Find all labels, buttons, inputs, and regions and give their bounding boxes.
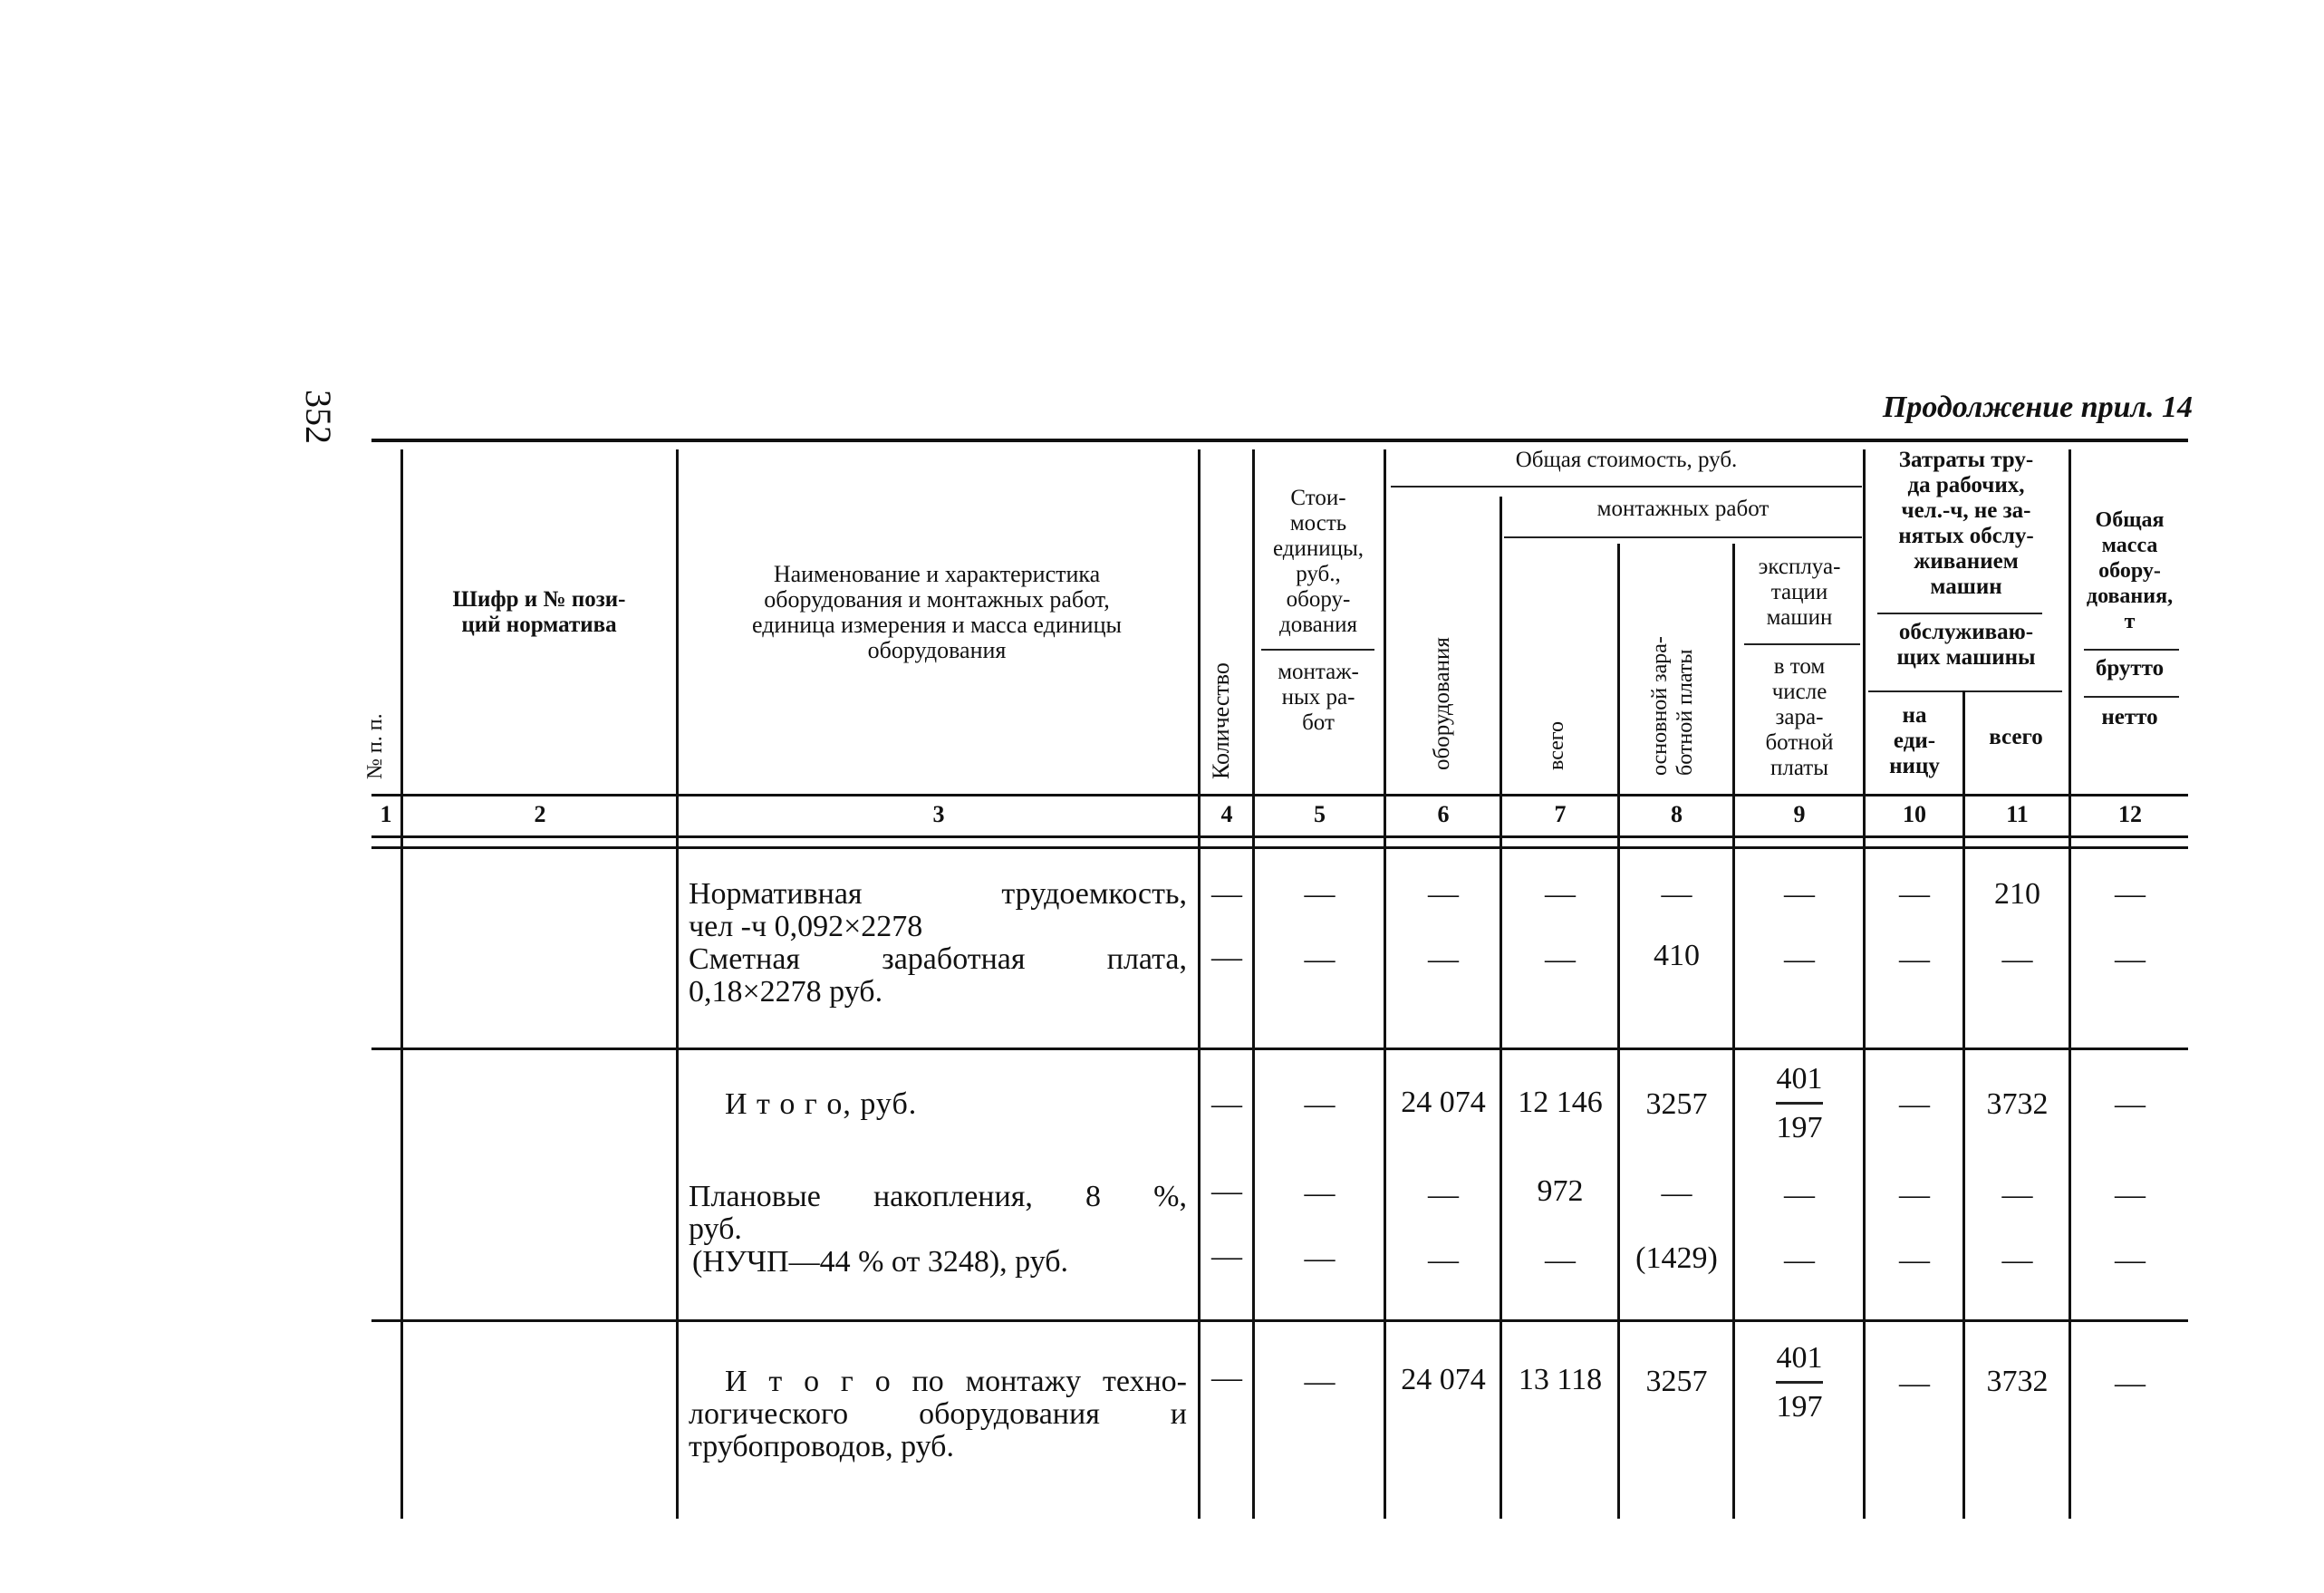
r6-c8: 3257 [1645,1365,1708,1398]
col11-header: всего [1989,725,2043,749]
row3-name: И т о г о, руб. [725,1087,918,1121]
install-works-header: монтажных работ [1596,497,1770,521]
col5-divider [1261,649,1374,651]
row5-name: (НУЧП—44 % от 3248), руб. [692,1245,1069,1279]
r2-c9: — [1784,942,1815,976]
r2-c7: — [1545,942,1576,976]
r3-c11: 3732 [1986,1087,2049,1121]
vrule-5 [1384,449,1386,1519]
r4-c8: — [1661,1176,1692,1210]
col-number: 7 [1554,801,1567,827]
col7-header: всего [1545,720,1568,770]
col2-header: Шифр и № пози- ций норматива [452,587,626,637]
table-top-rule [371,439,2188,442]
row2-name-cont: 0,18×2278 руб. [689,975,883,1009]
col-number: 10 [1903,801,1926,827]
col-number: 12 [2118,801,2142,827]
r6-c7: 13 118 [1518,1363,1603,1396]
r4-c10: — [1899,1178,1930,1212]
r6-c9-top: 401 [1776,1341,1823,1375]
row4-name-cont: руб. [689,1212,742,1246]
vrule-8 [1732,544,1735,1519]
r4-c6: — [1428,1178,1459,1212]
r3-c4: — [1211,1087,1242,1121]
col9-divider [1744,643,1860,645]
col1-header: № п. п. [363,713,387,779]
r4-c7: 972 [1537,1174,1584,1208]
col4-header: Количество [1208,662,1234,779]
section-rule-2 [371,1319,2188,1322]
row2-name: Сметная заработная плата, [689,942,1187,976]
row6-name: И т о г о по монтажу техно- [725,1365,1187,1398]
vrule-10 [1962,690,1965,1519]
r5-c7: — [1545,1243,1576,1277]
r4-c4: — [1211,1174,1242,1208]
labor-sub-divider [1868,690,2062,692]
header-bottom-rule [371,794,2188,796]
col12-divider-1 [2084,649,2179,651]
col5-header-top: Стои- мость единицы, руб., обору- дования [1272,486,1365,637]
r6-c4: — [1211,1361,1242,1395]
vrule-4 [1252,449,1255,1519]
vrule-7 [1617,544,1620,1519]
r1-c5: — [1304,877,1336,911]
col-number: 2 [534,801,546,827]
total-cost-header: Общая стоимость, руб. [1515,448,1738,472]
r3-c8: 3257 [1645,1087,1708,1121]
r1-c11: 210 [1994,877,2040,911]
r6-c6: 24 074 [1401,1363,1486,1396]
r3-c9-top: 401 [1776,1062,1823,1096]
col-number: 5 [1314,801,1326,827]
r5-c10: — [1899,1243,1930,1277]
vrule-6 [1500,497,1502,1519]
r3-c12: — [2115,1087,2146,1121]
r3-c9-bottom: 197 [1776,1111,1823,1144]
row1-name-cont: чел -ч 0,092×2278 [689,910,923,943]
page-number: 352 [298,390,339,444]
r5-c9: — [1784,1243,1815,1277]
labor-subheader: обслуживаю- щих машины [1896,620,2036,670]
r6-c9-fraction-bar [1776,1381,1823,1384]
numbers-bottom-rule [371,835,2188,838]
r4-c11: — [2001,1178,2033,1212]
r5-c12: — [2115,1243,2146,1277]
r5-c11: — [2001,1243,2033,1277]
col12-header-top: Общая масса обору- дования, т [2086,508,2174,633]
vrule-1 [400,449,403,1519]
col12-header-mid: брутто [2095,656,2165,681]
labor-divider [1877,613,2042,614]
r2-c12: — [2115,942,2146,976]
vrule-3 [1198,449,1201,1519]
vrule-11 [2068,449,2071,1519]
section-rule-1 [371,1048,2188,1050]
row6-name-cont2: трубопроводов, руб. [689,1430,954,1463]
r6-c10: — [1899,1366,1930,1400]
install-works-rule [1504,536,1862,538]
r1-c12: — [2115,877,2146,911]
r6-c11: 3732 [1986,1365,2049,1398]
r3-c6: 24 074 [1401,1086,1486,1119]
r5-c5: — [1304,1241,1336,1275]
row1-name: Нормативная трудоемкость, [689,877,1187,911]
r6-c5: — [1304,1365,1336,1398]
r4-c9: — [1784,1178,1815,1212]
vrule-2 [676,449,679,1519]
r4-c5: — [1304,1176,1336,1210]
row4-name: Плановые накопления, 8 %, [689,1180,1187,1213]
col-number: 4 [1220,801,1233,827]
col3-header: Наименование и характеристика оборудования и монтажных работ, единица измерения и масса единицы оборудования [752,561,1122,663]
col-number: 9 [1793,801,1806,827]
continuation-title: Продолжение прил. 14 [1882,391,2193,424]
r5-c6: — [1428,1243,1459,1277]
r2-c10: — [1899,942,1930,976]
col-number: 11 [2006,801,2029,827]
r3-c5: — [1304,1087,1336,1121]
r2-c5: — [1304,942,1336,976]
r1-c4: — [1211,877,1242,911]
r1-c8: — [1661,877,1692,911]
col8-header: основной зара- ботной платы [1648,636,1697,776]
col-number: 3 [932,801,945,827]
col10-header: на еди- ницу [1889,703,1940,778]
r1-c6: — [1428,877,1459,911]
r2-c11: — [2001,942,2033,976]
r3-c7: 12 146 [1518,1086,1603,1119]
labor-header: Затраты тру- да рабочих, чел.-ч, не за- нятых обслу- живанием машин [1898,448,2034,599]
col5-header-bottom: монтаж- ных ра- бот [1278,660,1359,735]
col9-header-top: эксплуа- тации машин [1758,555,1841,630]
col9-header-bottom: в том числе зара- ботной платы [1765,654,1834,780]
col-number: 1 [380,801,392,827]
r2-c8: 410 [1654,939,1700,972]
row6-name-cont: логического оборудования и [689,1397,1187,1431]
r1-c10: — [1899,877,1930,911]
col-number: 6 [1437,801,1450,827]
r1-c9: — [1784,877,1815,911]
vrule-9 [1863,449,1866,1519]
r5-c8: (1429) [1635,1241,1718,1275]
r3-c9-fraction-bar [1776,1102,1823,1105]
col12-header-bottom: нетто [2101,705,2158,729]
r1-c7: — [1545,877,1576,911]
numbers-bottom-rule-2 [371,846,2188,849]
r4-c12: — [2115,1178,2146,1212]
col6-header: оборудования [1430,637,1454,770]
total-cost-rule [1391,486,1862,488]
r2-c6: — [1428,942,1459,976]
r6-c9-bottom: 197 [1776,1390,1823,1424]
col12-divider-2 [2084,696,2179,698]
col-number: 8 [1671,801,1683,827]
r3-c10: — [1899,1087,1930,1121]
r6-c12: — [2115,1366,2146,1400]
r2-c4: — [1211,941,1242,974]
r5-c4: — [1211,1240,1242,1273]
